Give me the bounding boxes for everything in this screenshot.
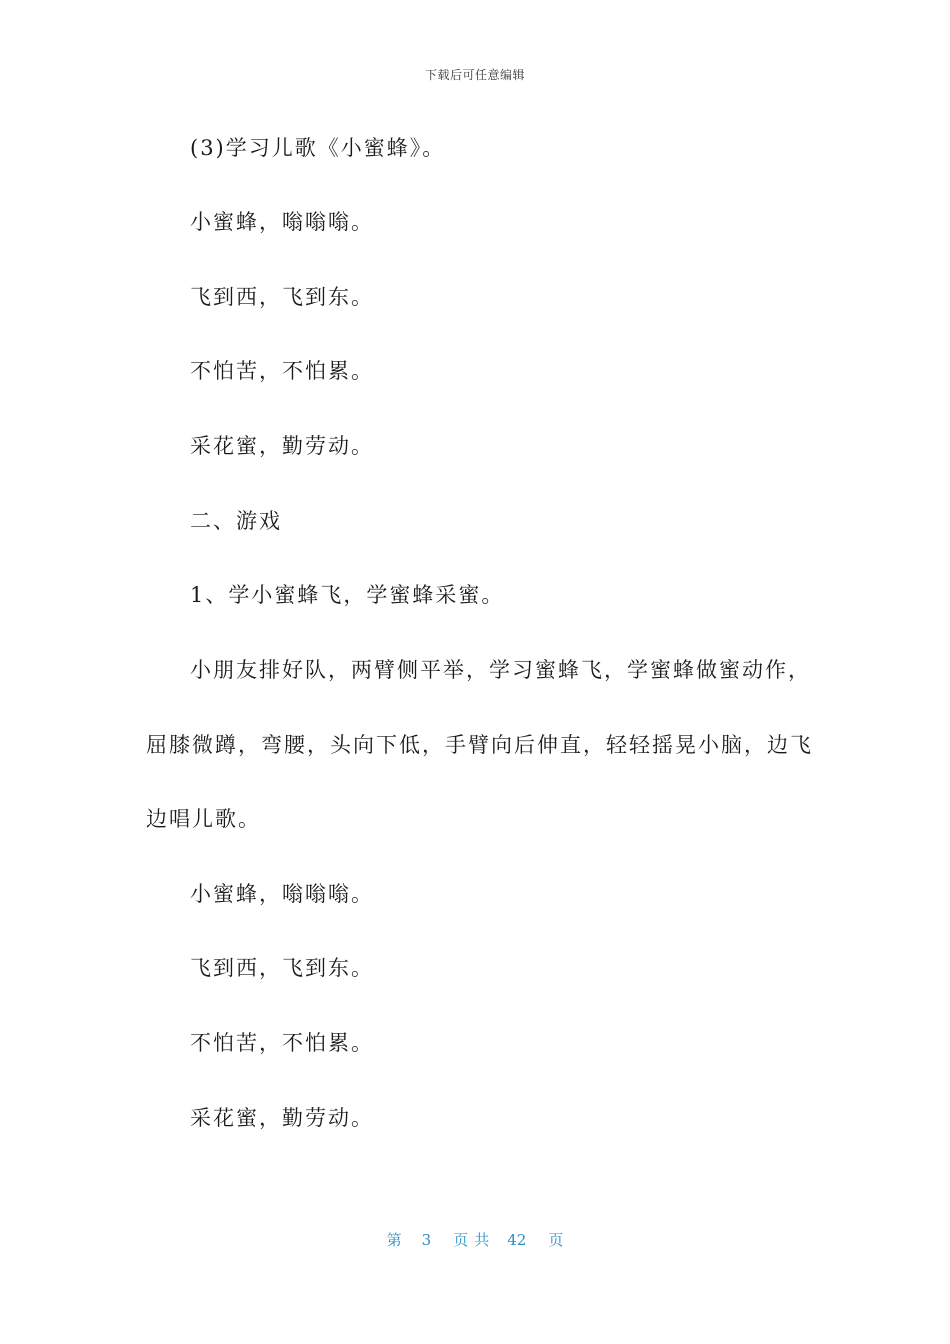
paragraph-continued: 边唱儿歌。 [146, 807, 261, 831]
paragraph: 1、学小蜜蜂飞，学蜜蜂采蜜。 [190, 583, 505, 607]
paragraph: 不怕苦，不怕累。 [190, 359, 374, 383]
paragraph: 不怕苦，不怕累。 [190, 1031, 374, 1055]
paragraph: 小蜜蜂，嗡嗡嗡。 [190, 882, 374, 906]
paragraph: 采花蜜，勤劳动。 [190, 1106, 374, 1130]
paragraph: 小蜜蜂，嗡嗡嗡。 [190, 210, 374, 234]
section-heading: 二、游戏 [190, 509, 282, 533]
page-header: 下载后可任意编辑 [424, 68, 525, 82]
page-footer [0, 1229, 950, 1250]
paragraph: (3)学习儿歌《小蜜蜂》。 [190, 136, 446, 160]
footer-prefix: 第 [386, 1231, 402, 1249]
paragraph: 飞到西，飞到东。 [190, 956, 374, 980]
paragraph: 飞到西，飞到东。 [190, 285, 374, 309]
paragraph: 小朋友排好队，两臂侧平举，学习蜜蜂飞，学蜜蜂做蜜动作， [190, 658, 811, 682]
paragraph-continued: 屈膝微蹲，弯腰，头向下低，手臂向后伸直，轻轻摇晃小脑，边飞 [146, 733, 813, 757]
footer-mid2: 共 [474, 1231, 490, 1249]
footer-mid1: 页 [453, 1231, 469, 1249]
page-number: 3 [421, 1231, 432, 1249]
footer-suffix: 页 [548, 1231, 564, 1249]
page-total: 42 [507, 1231, 527, 1249]
paragraph: 采花蜜，勤劳动。 [190, 434, 374, 458]
